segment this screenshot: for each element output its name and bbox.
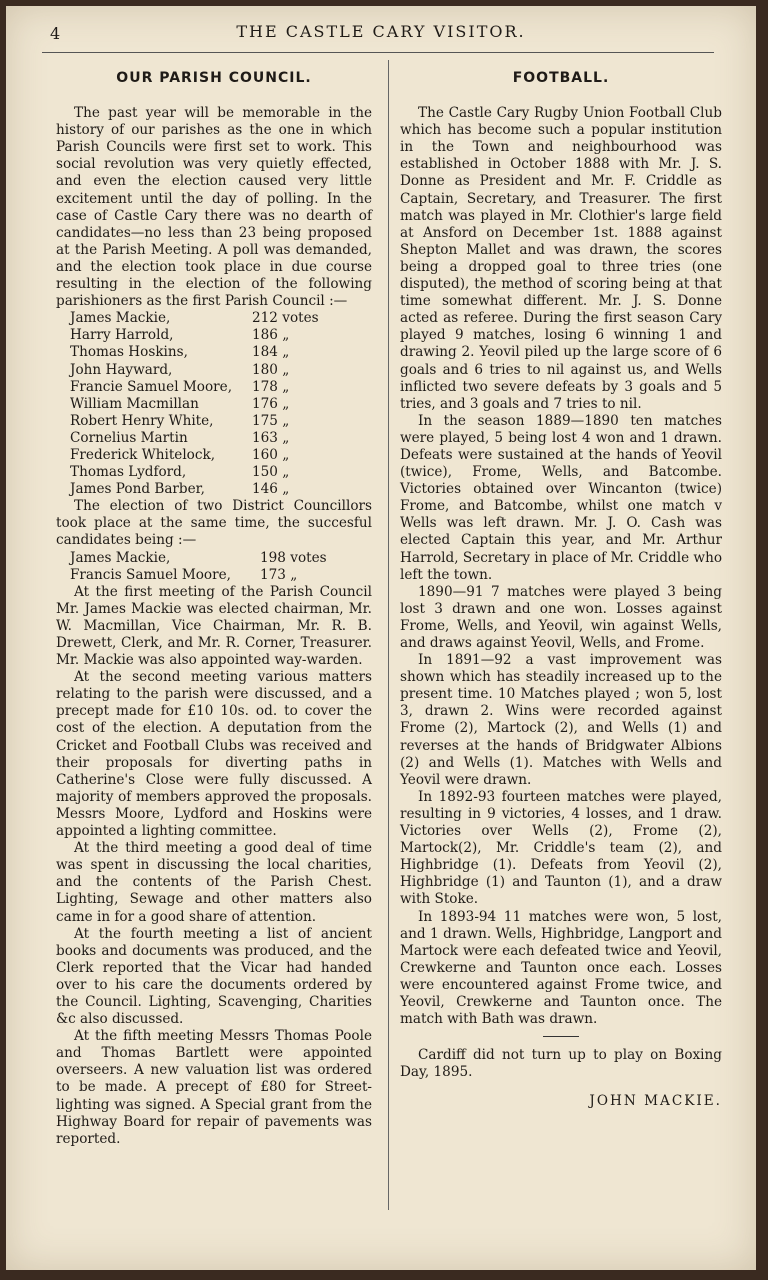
candidate-name: Francie Samuel Moore, [70,378,233,395]
candidate-name: Cornelius Martin [70,429,188,446]
football-heading: FOOTBALL. [512,70,610,86]
candidate-name: Francis Samuel Moore, [70,566,231,583]
candidate-votes: 160 „ [252,446,290,463]
candidate-name: Harry Harrold, [70,327,174,344]
list-item [70,344,372,361]
season-1893-paragraph: In 1893-94 11 matches were won, 5 lost, and 1 drawn. Wells, Highbridge, Langport and Martock were each defeated twice and Yeovil, Crewkerne and Taunton once each. Losses were encountered against Frome twice, and Yeovil, Crewkerne and Taunton once. The match with Bath was drawn. [400,908,722,1028]
candidate-votes: 175 „ [252,412,290,429]
column-divider [388,60,389,1210]
fifth-meeting-paragraph: At the fifth meeting Messrs Thomas Poole and Thomas Bartlett were appointed overseers. A new valuation list was ordered to be made. A precept of £80 for Street-lighting was signed. A Special grant from the Highway Board for repair of pavements was reported. [56,1028,372,1147]
candidate-name: Thomas Hoskins, [70,344,188,361]
district-intro-paragraph: The election of two District Councillors took place at the same time, the succesful candidates being :— [56,498,372,549]
parish-council-column [56,66,372,1148]
football-column [400,66,722,1110]
parish-council-heading: OUR PARISH COUNCIL. [116,70,312,86]
parish-intro-paragraph: The past year will be memorable in the history of our parishes as the one in which Parish Councils were first set to work. This social revolution was very quietly effected, and even the election caused very little excitement until the day of polling. In the case of Castle Cary there was no dearth of candidates—no less than 23 being proposed at the Parish Meeting. A poll was demanded, and the election took place in due course resulting in the election of the following parishioners as the first Parish Council :— [56,105,372,310]
list-item [70,379,372,396]
cardiff-footnote: Cardiff did not turn up to play on Boxing Day, 1895. [400,1047,722,1081]
candidate-name: James Mackie, [70,549,171,566]
list-item [70,447,372,464]
candidate-votes: 163 „ [252,429,290,446]
section-divider [543,1036,579,1037]
list-item [70,362,372,379]
candidate-votes: 173 „ [260,566,298,583]
list-item [70,464,372,481]
candidate-votes: 184 „ [252,344,290,361]
page-number: 4 [50,24,61,43]
list-item [70,567,372,584]
candidate-name: Thomas Lydford, [70,464,187,481]
candidate-votes: 150 „ [252,464,290,481]
list-item [70,481,372,498]
candidate-votes: 178 „ [252,378,290,395]
third-meeting-paragraph: At the third meeting a good deal of time was spent in discussing the local charities, and the contents of the Parish Chest. Lighting, Sewage and other matters also came in for a good share of attention. [56,840,372,925]
season-1890-paragraph: 1890—91 7 matches were played 3 being lost 3 drawn and one won. Losses against Frome, Wells, and Yeovil, win against Wells, and draws against Yeovil, Wells, and Frome. [400,583,722,651]
second-meeting-paragraph: At the second meeting various matters relating to the parish were discussed, and a precept made for £10 10s. od. to cover the cost of the election. A deputation from the Cricket and Football Clubs was received and their proposals for diverting paths in Catherine's Close were fully discussed. A majority of members approved the proposals. Messrs Moore, Lydford and Hoskins were appointed a lighting committee. [56,669,372,840]
author-signature: JOHN MACKIE. [589,1093,722,1110]
page-header [6,6,756,50]
district-results-list [70,550,372,584]
first-meeting-paragraph: At the first meeting of the Parish Council Mr. James Mackie was elected chairman, Mr. W. Macmillan, Vice Chairman, Mr. R. B. Drewett, Clerk, and Mr. R. Corner, Treasurer. Mr. Mackie was also appointed way-warden. [56,583,372,669]
list-item [70,413,372,430]
candidate-votes: 180 „ [252,361,290,378]
candidate-votes: 176 „ [252,395,290,412]
candidate-name: Robert Henry White, [70,412,214,429]
candidate-name: James Pond Barber, [70,481,206,498]
header-rule [42,52,714,53]
publication-title: THE CASTLE CARY VISITOR. [236,22,526,41]
candidate-name: John Hayward, [70,361,173,378]
season-1891-paragraph: In 1891—92 a vast improvement was shown which has steadily increased up to the present time. 10 Matches played ; won 5, lost 3, drawn 2. Wins were recorded against Frome (2), Martock (2), and Wells (1) and reverses at the hands of Bridgwater Albions (2) and Wells (1). Matches with Wells and Yeovil were drawn. [400,652,722,788]
list-item [70,430,372,447]
list-item [70,327,372,344]
season-1892-paragraph: In 1892-93 fourteen matches were played, resulting in 9 victories, 4 losses, and 1 draw. Victories over Wells (2), Frome (2), Martock(2), Mr. Criddle's team (2), and Highbridge (1). Defeats from Yeovil (2), Highbridge (1) and Taunton (1), and a draw with Stoke. [400,788,722,908]
council-results-list [70,310,372,498]
candidate-votes: 146 „ [252,481,290,498]
newspaper-page [6,6,756,1270]
candidate-votes: 198 votes [260,549,327,566]
season-1889-paragraph: In the season 1889—1890 ten matches were played, 5 being lost 4 won and 1 drawn. Defeats were sustained at the hands of Yeovil (twice), Frome, Wells, and Batcombe. Victories obtained over Wincanton (twice) Frome, and Batcombe, whilst one match v Wells was left drawn. Mr. J. O. Cash was elected Captain this year, and Mr. Arthur Harrold, Secretary in place of Mr. Criddle who left the town. [400,412,723,583]
candidate-name: Frederick Whitelock, [70,446,216,463]
candidate-votes: 212 votes [252,310,319,327]
fourth-meeting-paragraph: At the fourth meeting a list of ancient books and documents was produced, and the Clerk reported that the Vicar had handed over to his care the documents ordered by the Council. Lighting, Scavenging, Charities &c also discussed. [56,925,372,1028]
football-history-paragraph: The Castle Cary Rugby Union Football Club which has become such a popular institution in the Town and neighbourhood was established in October 1888 with Mr. J. S. Donne as President and Mr. F. Criddle as Captain, Secretary, and Treasurer. The first match was played in Mr. Clothier's large field at Ansford on December 1st. 1888 against Shepton Mallet and was drawn, the scores being a dropped goal to three tries (one disputed), the method of scoring being at that time somewhat different. Mr. J. S. Donne acted as referee. During the first season Cary played 9 matches, losing 6 winning 1 and drawing 2. Yeovil piled up the large score of 6 goals and 6 tries to nil against us, and Wells inflicted two severe defeats by 3 goals and 5 tries, and 3 goals and 7 tries to nil. [400,105,722,412]
list-item [70,550,372,567]
candidate-name: James Mackie, [70,310,171,327]
candidate-votes: 186 „ [252,327,290,344]
list-item [70,396,372,413]
candidate-name: William Macmillan [70,395,199,412]
list-item [70,310,372,327]
